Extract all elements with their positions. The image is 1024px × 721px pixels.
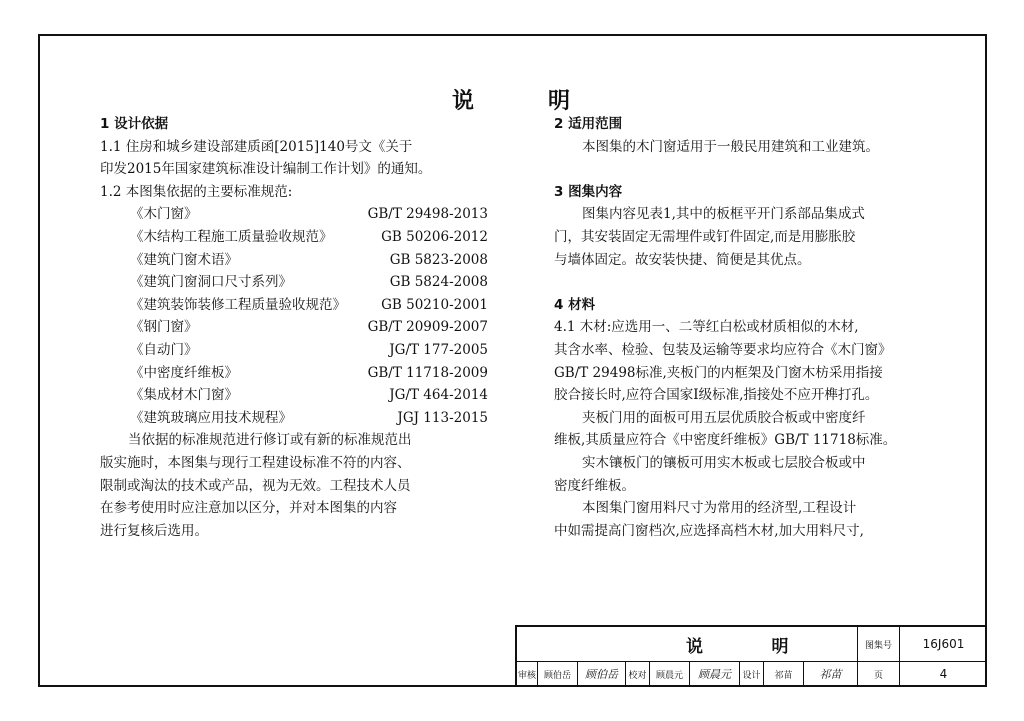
standard-row [100, 226, 488, 249]
atlas-number-label: 图集号 [857, 627, 899, 661]
standard-name: 《中密度纤维板》 [130, 364, 238, 381]
standard-code: GB 50206-2012 [381, 228, 488, 245]
section-heading: 3 图集内容 [554, 183, 623, 200]
standard-row [100, 203, 488, 226]
design-label: 设计 [739, 661, 763, 687]
paragraph-line: 与墙体固定。故安装快捷、简便是其优点。 [554, 251, 811, 268]
paragraph-line: 维板,其质量应符合《中密度纤维板》GB/T 11718标准。 [554, 432, 897, 449]
standard-name: 《建筑门窗洞口尺寸系列》 [130, 274, 292, 291]
paragraph-line: 图集内容见表1,其中的板框平开门系部品集成式 [582, 206, 865, 223]
standard-code: JG/T 177-2005 [389, 341, 488, 358]
paragraph-line: 实木镶板门的镶板可用实木板或七层胶合板或中 [582, 454, 866, 471]
standard-row [100, 407, 488, 430]
checker-signature: 顾晨元 [689, 661, 739, 687]
standard-row [100, 249, 488, 272]
designer-name: 祁苗 [763, 661, 803, 687]
standard-code: GB/T 29498-2013 [367, 206, 488, 223]
paragraph-line: 密度纤维板。 [554, 477, 635, 494]
standard-name: 《建筑玻璃应用技术规程》 [130, 409, 292, 426]
paragraph-line: 4.1 木材:应选用一、二等红白松或材质相似的木材, [554, 319, 859, 336]
standard-name: 《钢门窗》 [130, 319, 198, 336]
paragraph-line: 中如需提高门窗档次,应选择高档木材,加大用料尺寸, [554, 522, 864, 539]
section-heading: 4 材料 [554, 296, 596, 313]
standard-row [100, 339, 488, 362]
checker-name: 顾晨元 [649, 661, 689, 687]
titleblock-title-left: 说 [686, 636, 707, 657]
paragraph-line: GB/T 29498标准,夹板门的内框架及门窗木枋采用指接 [554, 364, 883, 381]
standard-name: 《建筑装饰装修工程质量验收规范》 [130, 296, 346, 313]
paragraph-line: 胶合接长时,应符合国家I级标准,指接处不应开榫打孔。 [554, 387, 879, 404]
standard-code: GB 50210-2001 [381, 296, 488, 313]
standard-name: 《自动门》 [130, 341, 198, 358]
section-heading: 2 适用范围 [554, 116, 623, 132]
title-block [515, 625, 987, 687]
standard-name: 《集成材木门窗》 [130, 387, 238, 404]
paragraph-line: 当依据的标准规范进行修订或有新的标准规范出 [128, 432, 412, 449]
reviewer-name: 顾伯岳 [537, 661, 577, 687]
paragraph-line: 限制或淘汰的技术或产品，视为无效。工程技术人员 [100, 477, 411, 494]
titleblock-title-right: 明 [771, 636, 793, 657]
paragraph-line: 在参考使用时应注意加以区分，并对本图集的内容 [100, 500, 397, 517]
standard-row [100, 316, 488, 339]
paragraph-line: 版实施时，本图集与现行工程建设标准不符的内容、 [100, 454, 411, 471]
page-number: 4 [899, 661, 987, 687]
page-label: 页 [857, 661, 899, 687]
standard-row [100, 271, 488, 294]
check-label: 校对 [625, 661, 649, 687]
standard-name: 《建筑门窗术语》 [130, 251, 238, 268]
paragraph-line: 1.2 本图集依据的主要标准规范: [100, 183, 293, 200]
paragraph-line: 1.1 住房和城乡建设部建质函[2015]140号文《关于 [100, 138, 413, 155]
paragraph-line: 门，其安装固定无需埋件或钉件固定,而是用膨胀胶 [554, 228, 856, 245]
paragraph-line: 夹板门用的面板可用五层优质胶合板或中密度纤 [582, 409, 866, 426]
standard-code: GB/T 11718-2009 [367, 364, 488, 381]
atlas-number: 16J601 [899, 627, 987, 661]
page-title-left: 说 [452, 88, 477, 114]
reviewer-signature: 顾伯岳 [577, 661, 625, 687]
review-label: 审核 [517, 670, 536, 681]
standard-code: GB/T 20909-2007 [367, 319, 488, 336]
standard-name: 《木结构工程施工质量验收规范》 [130, 228, 333, 245]
standard-code: JG/T 464-2014 [389, 387, 488, 404]
paragraph-line: 本图集门窗用料尺寸为常用的经济型,工程设计 [582, 500, 857, 517]
paragraph-line: 本图集的木门窗适用于一般民用建筑和工业建筑。 [582, 138, 879, 155]
paragraph-line: 进行复核后选用。 [100, 522, 208, 539]
right-column [554, 113, 954, 542]
page-title-right: 明 [548, 88, 573, 114]
section-heading: 1 设计依据 [100, 116, 169, 132]
standard-row [100, 294, 488, 317]
designer-signature: 祁苗 [803, 661, 857, 687]
standard-code: GB 5824-2008 [389, 274, 488, 291]
standard-code: GB 5823-2008 [389, 251, 488, 268]
standard-name: 《木门窗》 [130, 206, 198, 223]
paragraph-line: 印发2015年国家建筑标准设计编制工作计划》的通知。 [100, 161, 432, 178]
left-column [100, 113, 488, 542]
paragraph-line: 其含水率、检验、包装及运输等要求均应符合《木门窗》 [554, 341, 892, 358]
standard-row [100, 362, 488, 385]
standard-row [100, 384, 488, 407]
standard-code: JGJ 113-2015 [397, 409, 488, 426]
